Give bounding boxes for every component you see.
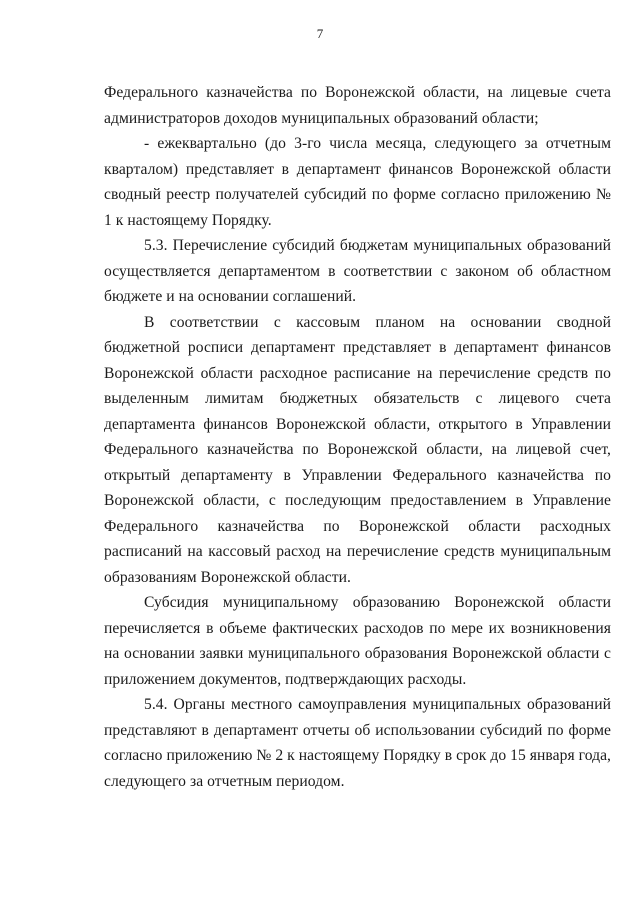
paragraph-3: 5.3. Перечисление субсидий бюджетам муниципальных образований осуществляется департаментом в соответствии с законом об областном бюджете и на основании соглашений. bbox=[104, 237, 611, 305]
paragraph-1: Федерального казначейства по Воронежской области, на лицевые счета администраторов доходов муниципальных образований области; bbox=[104, 84, 611, 127]
paragraph-2: - ежеквартально (до 3-го числа месяца, следующего за отчетным кварталом) представляет в департамент финансов Воронежской области сводный реестр получателей субсидий по форме согласно приложению № 1 к настоящему Порядку. bbox=[104, 135, 611, 229]
document-body bbox=[104, 80, 611, 794]
paragraph-4: В соответствии с кассовым планом на основании сводной бюджетной росписи департамент представляет в департамент финансов Воронежской области расходное расписание на перечисление средств по выделенным лимитам бюджетных обязательств с лицевого счета департамента финансов Воронежской области, открытого в Управлении Федерального казначейства по Воронежской области, на лицевой счет, открытый департаменту в Управлении Федерального казначейства по Воронежской области, с последующим предоставлением в Управление Федерального казначейства по Воронежской области расходных расписаний на кассовый расход на перечисление средств муниципальным образованиям Воронежской области. bbox=[104, 313, 611, 586]
page-number: 7 bbox=[316, 26, 324, 41]
paragraph-6: 5.4. Органы местного самоуправления муниципальных образований представляют в департамент отчеты об использовании субсидий по форме согласно приложению № 2 к настоящему Порядку в срок до 15 января года, следующего за отчетным периодом. bbox=[104, 696, 611, 790]
paragraph-5: Субсидия муниципальному образованию Воронежской области перечисляется в объеме фактических расходов по мере их возникновения на основании заявки муниципального образования Воронежской области с приложением документов, подтверждающих расходы. bbox=[104, 594, 611, 688]
